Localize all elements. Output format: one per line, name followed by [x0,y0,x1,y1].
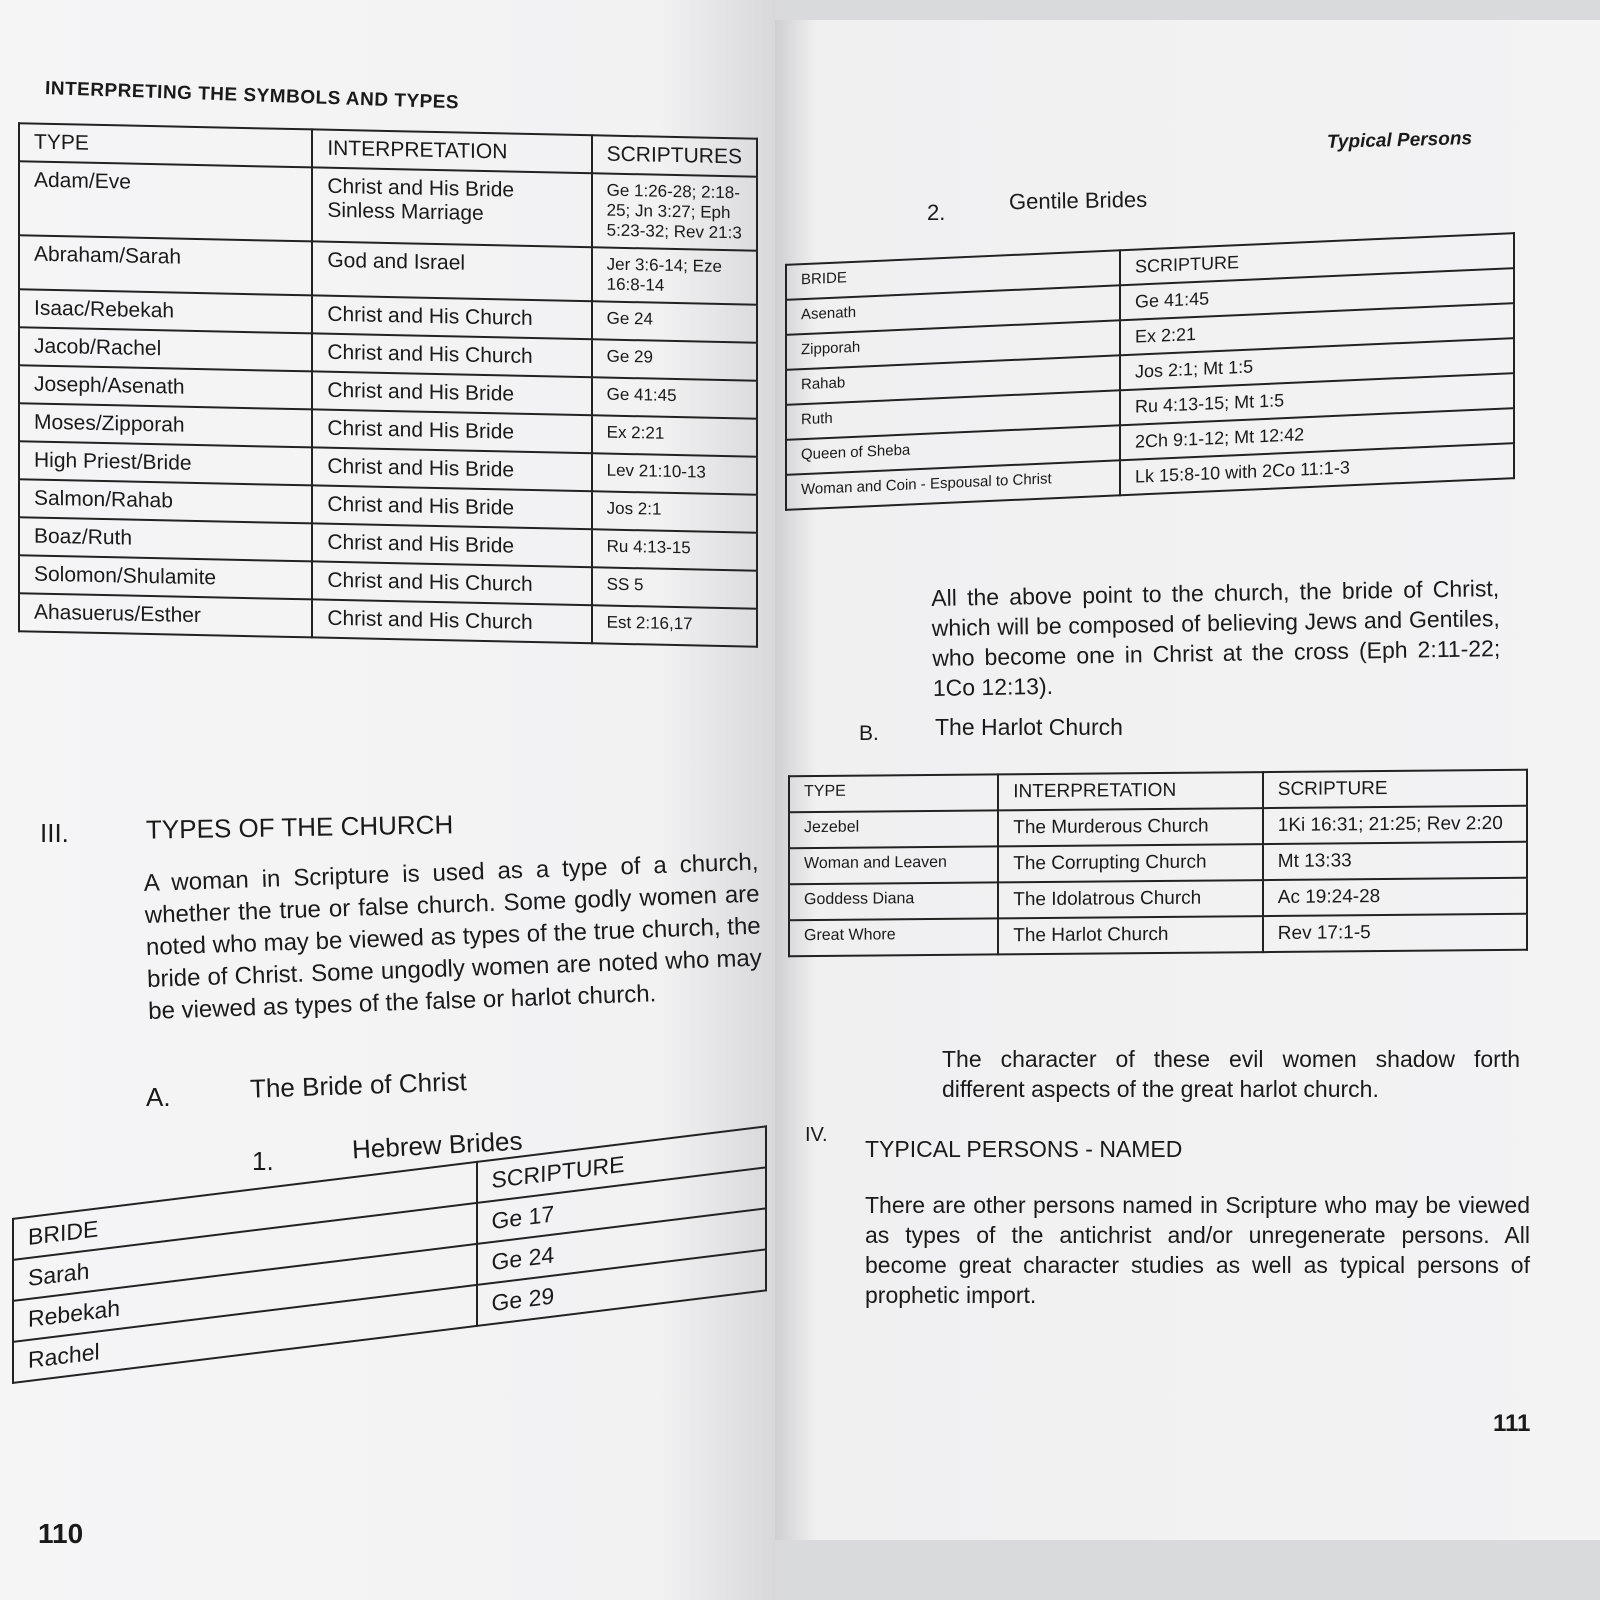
table-cell: Ru 4:13-15; Mt 1:5 [1120,373,1514,425]
table-cell: Sarah [13,1203,477,1301]
table-cell: Queen of Sheba [786,425,1120,475]
right-page [775,20,1600,1540]
table-cell: Ruth [786,390,1120,440]
subsection-title: Hebrew Brides [351,1125,524,1165]
table-cell: High Priest/Bride [19,441,312,485]
table-cell: Adam/Eve [19,161,312,241]
column-header: TYPE [19,123,312,167]
table-cell: Abraham/Sarah [19,235,312,295]
subsection-number: B. [859,722,879,745]
table-cell: Ge 24 [592,301,757,342]
section-paragraph: There are other persons named in Scripture who may be viewed as types of the antichrist and/or unregenerate persons. All become great character studies as well as typical persons of prophetic import. [865,1192,1530,1308]
table-cell: The Idolatrous Church [998,880,1263,918]
table-cell: Salmon/Rahab [19,479,312,523]
table-cell: Lev 21:10-13 [592,453,757,494]
table-cell: SS 5 [592,567,757,608]
left-page [0,0,775,1600]
table-cell: Zipporah [786,320,1120,370]
table-cell: The Murderous Church [998,808,1263,846]
paragraph: All the above point to the church, the bride of Christ, which will be composed of believing Jews and Gentiles, who become one in Christ at the cross (Eph 2:11-22; 1Co 12:13). [931,575,1501,701]
table-cell: Ex 2:21 [592,415,757,456]
table-cell: Ge 24 [477,1208,766,1285]
table-cell: Woman and Leaven [789,846,998,884]
table-cell: Mt 13:33 [1263,842,1527,880]
table-cell: Isaac/Rebekah [19,289,312,333]
section-number: III. [40,818,69,848]
running-header: Typical Persons [1326,128,1473,153]
table-cell: Christ and His Church [312,599,591,643]
table-cell: Est 2:16,17 [592,605,757,646]
table-cell: The Harlot Church [998,916,1263,954]
table-cell: Ahasuerus/Esther [19,593,312,637]
table-cell: Ge 29 [477,1249,766,1326]
section-title: TYPES OF THE CHURCH [145,809,454,845]
table-cell: Rev 17:1-5 [1263,914,1527,952]
table-cell: Goddess Diana [789,882,998,920]
subsection-title: The Bride of Christ [249,1066,468,1104]
table-cell: Christ and His Church [312,333,591,377]
table-cell: Ru 4:13-15 [592,529,757,570]
table-cell: Ge 29 [592,339,757,380]
table-cell: Christ and His Bride [312,409,591,453]
column-header: BRIDE [786,250,1120,300]
subsection-number: A. [146,1082,171,1112]
column-header: TYPE [789,774,998,812]
table-cell: The Corrupting Church [998,844,1263,882]
table-cell: Rahab [786,355,1120,405]
column-header: INTERPRETATION [312,129,591,173]
column-header: SCRIPTURES [592,135,757,176]
table-cell: Christ and His Church [312,561,591,605]
table-cell: Christ and His Bride [312,523,591,567]
column-header: SCRIPTURE [1120,233,1514,285]
table-cell: Jos 2:1 [592,491,757,532]
column-header: INTERPRETATION [998,772,1263,810]
table-cell: Ge 17 [477,1167,766,1244]
table-cell: Solomon/Shulamite [19,555,312,599]
table-cell: Christ and His Bride [312,371,591,415]
table-cell: Ge 41:45 [592,377,757,418]
table-cell: Rachel [13,1285,477,1383]
table-cell: Ac 19:24-28 [1263,878,1527,916]
table-cell: Christ and His Church [312,295,591,339]
table-cell: Rebekah [13,1244,477,1342]
table-cell: 1Ki 16:31; 21:25; Rev 2:20 [1263,806,1527,844]
table-cell: 2Ch 9:1-12; Mt 12:42 [1120,408,1514,460]
table-cell: Asenath [786,285,1120,335]
subsection-number: 1. [252,1146,274,1176]
table-cell: Ge 1:26-28; 2:18-25; Jn 3:27; Eph 5:23-32; Rev 21:3 [592,173,757,250]
table-row [789,914,1527,956]
section-title: TYPICAL PERSONS - NAMED [865,1136,1183,1162]
table-cell: Lk 15:8-10 with 2Co 11:1-3 [1120,443,1514,495]
table-cell: Christ and His Bride [312,447,591,491]
table-cell: Jer 3:6-14; Eze 16:8-14 [592,247,757,304]
page-number: 110 [38,1518,84,1549]
table-cell: Jezebel [789,810,998,848]
table-cell: Christ and His Bride Sinless Marriage [312,167,591,247]
subsection-title: The Harlot Church [935,714,1123,740]
table-cell: Great Whore [789,918,998,956]
running-header: INTERPRETING THE SYMBOLS AND TYPES [44,78,460,114]
hebrew-brides-table [12,1125,767,1384]
types-table [18,122,758,648]
table-cell: Ge 41:45 [1120,268,1514,320]
harlot-church-table [788,769,1528,957]
table-cell: Christ and His Bride [312,485,591,529]
table-cell: Moses/Zipporah [19,403,312,447]
table-cell: Jos 2:1; Mt 1:5 [1120,338,1514,390]
subsection-number: 2. [927,200,946,225]
table-cell: Ex 2:21 [1120,303,1514,355]
table-cell: Woman and Coin - Espousal to Christ [786,460,1120,510]
section-paragraph: A woman in Scripture is used as a type of a church, whether the true or false church. Some godly women are noted who may be viewed as types of the true church, the bride of Christ. Some ungodly women are noted who may be viewed as types of the false or harlot church. [143,848,763,1025]
paragraph: The character of these evil women shadow forth different aspects of the great harlot church. [942,1046,1520,1102]
gentile-brides-table [785,232,1515,511]
page-number: 111 [1493,1410,1531,1437]
subsection-title: Gentile Brides [1008,186,1148,215]
table-cell: Boaz/Ruth [19,517,312,561]
table-cell: Joseph/Asenath [19,365,312,409]
column-header: SCRIPTURE [1263,770,1527,808]
section-number: IV. [805,1124,828,1146]
column-header: BRIDE [13,1162,477,1260]
table-cell: God and Israel [312,241,591,301]
column-header: SCRIPTURE [477,1126,766,1203]
table-cell: Jacob/Rachel [19,327,312,371]
